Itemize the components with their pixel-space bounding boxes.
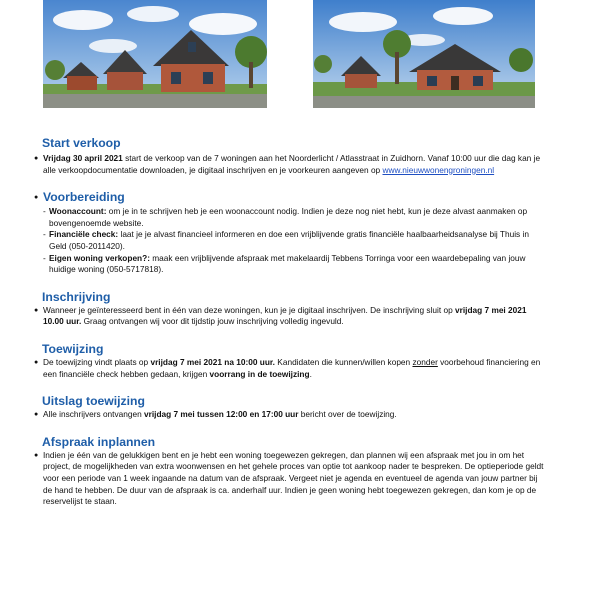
dash-marker: - — [43, 206, 46, 217]
section-toewijzing — [34, 342, 544, 380]
house-render-photo-icon — [43, 0, 267, 108]
item-label: Financiële check: — [49, 229, 119, 240]
paragraph — [49, 253, 544, 276]
paragraph — [43, 153, 544, 176]
paragraph — [49, 206, 544, 229]
bullet-icon: ● — [34, 155, 39, 162]
list-item — [34, 305, 544, 328]
text: Kandidaten die kunnen/willen kopen — [275, 356, 413, 367]
bullet-icon: ● — [34, 451, 39, 459]
section-start-verkoop — [34, 136, 544, 176]
text: Graag ontvangen wij voor dit tijdstip jouw inschrijving volledig ingevuld. — [81, 316, 344, 327]
heading-uitslag-toewijzing: Uitslag toewijzing — [42, 394, 145, 409]
allocation-date: vrijdag 7 mei 2021 na 10:00 uur. — [150, 356, 275, 367]
start-text: start de verkoop van de 7 woningen aan het Noorderlicht / Atlasstraat in Zuidhorn. Vanaf 10:00 uur die dag kan je alle verkoopdocumentatie downloaden, je digitaal inschrijven en je voorkeuren aangeven op — [43, 153, 541, 175]
house-photo-left — [43, 0, 267, 108]
bullet-icon: ● — [34, 411, 39, 419]
dash-marker: - — [43, 229, 46, 240]
list-item — [34, 409, 544, 421]
list-item — [34, 357, 544, 380]
result-time: vrijdag 7 mei tussen 12:00 en 17:00 uur — [144, 409, 299, 420]
text: voorbehoud financiering en een financiële check hebben gedaan, krijgen — [43, 356, 541, 379]
text: bericht over de toewijzing. — [298, 409, 397, 420]
paragraph — [43, 305, 544, 328]
deadline: vrijdag 7 mei 2021 10.00 uur. — [43, 304, 527, 327]
section-voorbereiding — [34, 190, 544, 276]
list-item — [43, 229, 544, 252]
heading-start-verkoop: Start verkoop — [42, 136, 121, 150]
text: De toewijzing vindt plaats op — [43, 356, 151, 367]
item-text: om je in te schrijven heb je een woonaccount nodig. Indien je deze nog niet hebt, kun je deze alvast aanmaken op bovengenoemde website. — [49, 206, 528, 228]
dash-marker: - — [43, 252, 46, 263]
paragraph: Indien je één van de gelukkigen bent en je hebt een woning toegewezen gekregen, dan plannen wij een afspraak met jou in om het project, de mogelijkheden van extra woonwensen en het gehele proces van optie tot aankoop nader te bespreken. De optieperiode geldt voor een periode van 1 week ingaande na datum van de afspraak. Vergeet niet je agenda en eventueel de agenda van jouw partner bij de hand te hebben. De duur van de afspraak is ca. anderhalf uur. Indien je geen woning hebt toegewezen gekregen, dan kom je op de reservelijst te staan. — [43, 449, 544, 507]
paragraph — [49, 229, 544, 252]
bullet-icon: ● — [34, 358, 39, 366]
priority-text: voorrang in de toewijzing — [209, 368, 310, 379]
house-photo-right — [313, 0, 535, 108]
heading-toewijzing: Toewijzing — [42, 341, 104, 356]
paragraph — [43, 409, 544, 421]
item-label: Eigen woning verkopen?: — [49, 252, 150, 263]
bullet-icon: ● — [34, 194, 39, 202]
house-render-photo-icon — [313, 0, 535, 108]
preparation-list — [43, 206, 544, 276]
underlined-text: zonder — [412, 356, 438, 367]
section-afspraak — [34, 435, 544, 508]
text: Wanneer je geïnteresseerd bent in één van deze woningen, kun je je digitaal inschrijven. De inschrijving sluit op — [43, 304, 456, 315]
document-body — [34, 136, 544, 508]
list-item — [43, 253, 544, 276]
heading-afspraak-inplannen: Afspraak inplannen — [42, 434, 156, 449]
text: . — [309, 368, 312, 379]
item-label: Woonaccount: — [49, 206, 107, 217]
website-link[interactable]: www.nieuwwonengroningen.nl — [382, 164, 495, 175]
heading-inschrijving: Inschrijving — [42, 289, 111, 304]
heading-voorbereiding: Voorbereiding — [43, 190, 125, 205]
bullet-icon: ● — [34, 306, 39, 314]
list-item — [43, 206, 544, 229]
list-item — [34, 450, 544, 508]
list-item — [34, 153, 544, 176]
section-inschrijving — [34, 290, 544, 328]
item-text: maak een vrijblijvende afspraak met makelaardij Tebbens Torringa voor een waardebepaling van jouw huidige woning (050-5717818). — [49, 252, 526, 275]
section-uitslag — [34, 394, 544, 421]
paragraph — [43, 357, 544, 380]
text: Alle inschrijvers ontvangen — [43, 409, 144, 420]
start-date: Vrijdag 30 april 2021 — [43, 153, 123, 163]
list-item — [34, 190, 544, 205]
item-text: laat je je alvast financieel informeren en doe een vrijblijvende gratis financiële haalbaarheidsanalyse bij Thuis in Geld (050-2011420). — [49, 229, 529, 251]
